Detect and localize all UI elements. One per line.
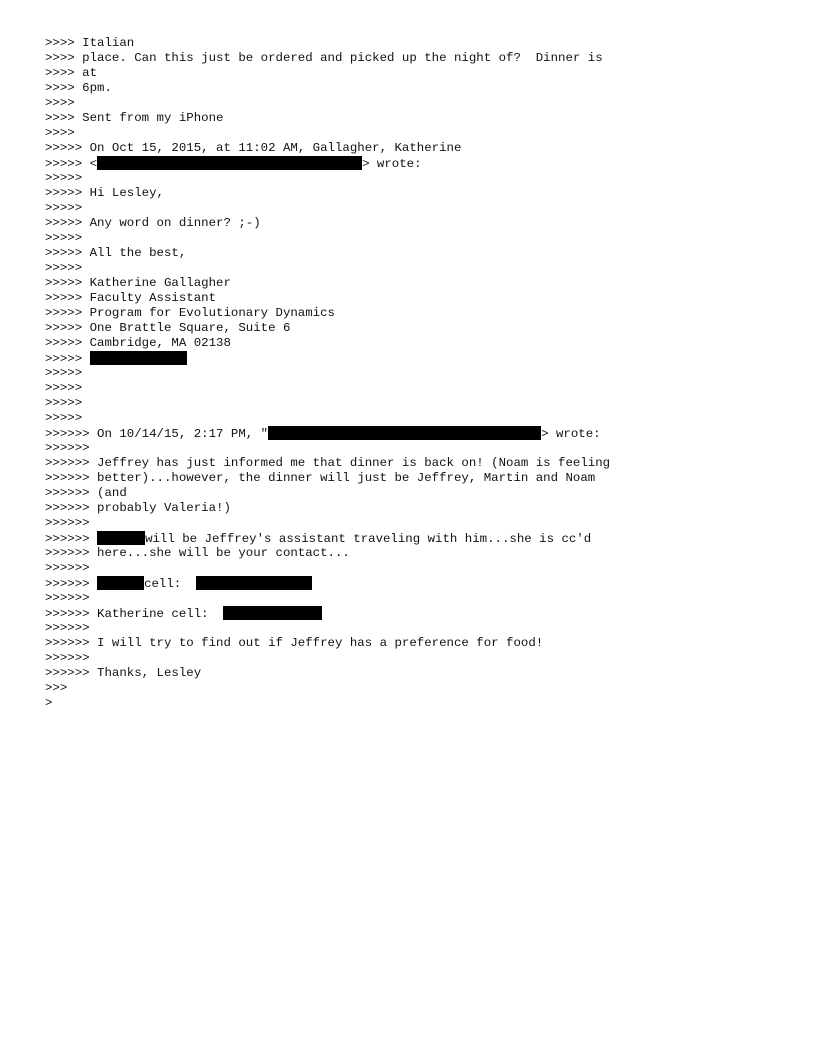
text-line (45, 276, 785, 291)
text-segment: >>>>> All the best, (45, 246, 187, 260)
text-line (45, 636, 785, 651)
text-line (45, 336, 785, 351)
text-segment: >>>> at (45, 66, 98, 80)
text-line (45, 651, 785, 666)
text-line (45, 456, 785, 471)
text-segment: >>>>> (45, 261, 83, 275)
text-segment: >>>>> (45, 411, 83, 425)
text-segment: >>> (45, 681, 68, 695)
text-segment: >>>>> Hi Lesley, (45, 186, 164, 200)
text-segment: > wrote: (541, 427, 601, 441)
redaction-block (97, 156, 362, 170)
text-segment: >>>>> (45, 171, 83, 185)
text-line (45, 81, 785, 96)
text-segment: >>>>>> (45, 516, 90, 530)
text-segment: >>>>> One Brattle Square, Suite 6 (45, 321, 291, 335)
email-quoted-text (45, 36, 785, 711)
text-segment: >>>>> (45, 381, 83, 395)
text-line (45, 531, 785, 546)
text-segment: >>>>>> (45, 621, 90, 635)
text-segment: >>>>>> (45, 651, 90, 665)
text-line (45, 126, 785, 141)
text-segment: >>>>> (45, 352, 90, 366)
text-line (45, 606, 785, 621)
text-segment: >>>> (45, 96, 75, 110)
text-segment: > wrote: (362, 157, 422, 171)
text-segment: >>>>>> (45, 591, 90, 605)
text-segment: >>>>> Katherine Gallagher (45, 276, 231, 290)
text-line (45, 321, 785, 336)
text-segment: cell: (144, 577, 197, 591)
text-line (45, 216, 785, 231)
text-segment: will be Jeffrey's assistant traveling with him...she is cc'd (145, 532, 592, 546)
text-line (45, 426, 785, 441)
text-segment: >>>>> (45, 231, 83, 245)
text-line (45, 246, 785, 261)
text-line (45, 396, 785, 411)
text-segment: >>>>> < (45, 157, 98, 171)
redaction-block (90, 351, 187, 365)
text-line (45, 306, 785, 321)
text-line (45, 411, 785, 426)
text-line (45, 561, 785, 576)
text-line (45, 156, 785, 171)
redaction-block (268, 426, 541, 440)
text-line (45, 441, 785, 456)
text-segment: >>>>>> (45, 532, 98, 546)
text-segment: >>>> place. Can this just be ordered and picked up the night of? Dinner is (45, 51, 603, 65)
text-line (45, 36, 785, 51)
text-segment: >>>>>> Katherine cell: (45, 607, 224, 621)
text-segment: >>>>>> I will try to find out if Jeffrey has a preference for food! (45, 636, 544, 650)
text-segment: >>>>>> (45, 561, 90, 575)
text-segment: >>>>> Cambridge, MA 02138 (45, 336, 231, 350)
text-segment: >>>>> Faculty Assistant (45, 291, 217, 305)
text-line (45, 351, 785, 366)
text-line (45, 186, 785, 201)
text-segment: >>>>>> Jeffrey has just informed me that dinner is back on! (Noam is feeling (45, 456, 611, 470)
text-segment: >>>>> (45, 201, 83, 215)
text-line (45, 471, 785, 486)
redaction-block (97, 576, 144, 590)
text-line (45, 381, 785, 396)
text-line (45, 66, 785, 81)
text-line (45, 111, 785, 126)
text-segment: >>>>>> here...she will be your contact... (45, 546, 350, 560)
redaction-block (97, 531, 145, 545)
text-segment: >>>>>> probably Valeria!) (45, 501, 231, 515)
text-line (45, 171, 785, 186)
text-line (45, 681, 785, 696)
text-line (45, 576, 785, 591)
text-segment: >>>>> Any word on dinner? ;-) (45, 216, 261, 230)
text-line (45, 201, 785, 216)
text-line (45, 366, 785, 381)
text-line (45, 486, 785, 501)
text-line (45, 696, 785, 711)
text-line (45, 591, 785, 606)
redaction-block (196, 576, 312, 590)
text-segment: >>>>> (45, 396, 83, 410)
text-line (45, 516, 785, 531)
text-line (45, 546, 785, 561)
text-line (45, 96, 785, 111)
redaction-block (223, 606, 322, 620)
text-segment: >>>> Sent from my iPhone (45, 111, 224, 125)
text-segment: >>>>> (45, 366, 83, 380)
text-segment: >>>>>> On 10/14/15, 2:17 PM, " (45, 427, 269, 441)
text-segment: >>>>>> (45, 577, 98, 591)
text-segment: >>>>>> Thanks, Lesley (45, 666, 202, 680)
text-segment: >>>>>> (and (45, 486, 127, 500)
text-line (45, 621, 785, 636)
text-line (45, 261, 785, 276)
text-segment: >>>>>> (45, 441, 90, 455)
text-segment: >>>>> On Oct 15, 2015, at 11:02 AM, Gallagher, Katherine (45, 141, 462, 155)
text-line (45, 141, 785, 156)
text-line (45, 666, 785, 681)
text-segment: >>>>>> better)...however, the dinner will just be Jeffrey, Martin and Noam (45, 471, 596, 485)
text-line (45, 51, 785, 66)
text-segment: >>>> 6pm. (45, 81, 112, 95)
text-segment: >>>> Italian (45, 36, 135, 50)
text-line (45, 291, 785, 306)
text-segment: >>>> (45, 126, 75, 140)
text-line (45, 501, 785, 516)
text-segment: >>>>> Program for Evolutionary Dynamics (45, 306, 335, 320)
text-line (45, 231, 785, 246)
text-segment: > (45, 696, 53, 710)
